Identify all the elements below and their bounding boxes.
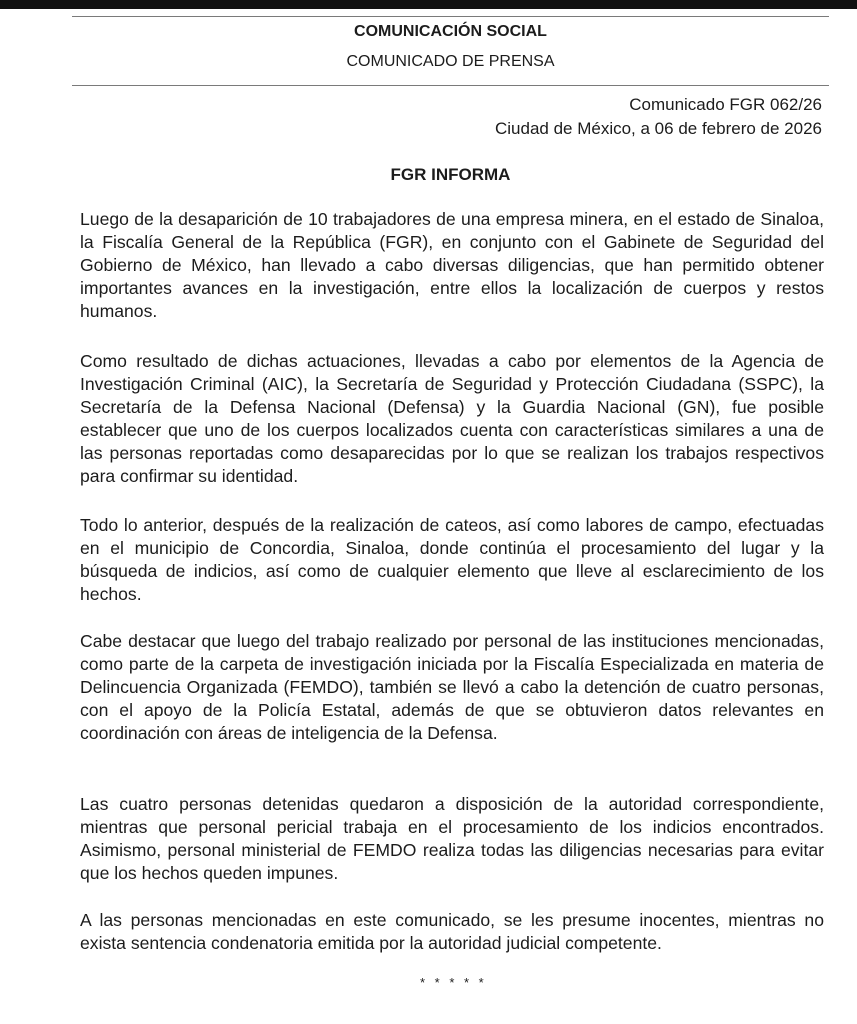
header-top-rule [72, 16, 829, 17]
document-type-heading: COMUNICADO DE PRENSA [346, 53, 555, 70]
body-paragraph-4: Cabe destacar que luego del trabajo realizado por personal de las instituciones mencionadas, como parte de la carpeta de investigación iniciada por la Fiscalía Especializada en materia de Delincuencia Organizada (FEMDO), también se llevó a cabo la detención de cuatro personas, con el apoyo de la Policía Estatal, además de que se obtuvieron datos relevantes en coordinación con áreas de inteligencia de la Defensa. [80, 631, 824, 743]
header-bottom-rule [72, 85, 829, 86]
release-number: Comunicado FGR 062/26 [629, 95, 822, 114]
body-paragraph-2: Como resultado de dichas actuaciones, llevadas a cabo por elementos de la Agencia de Investigación Criminal (AIC), la Secretaría de Seguridad y Protección Ciudadana (SSPC), la Secretaría de la Defensa Nacional (Defensa) y la Guardia Nacional (GN), fue posible establecer que uno de los cuerpos localizados cuenta con características similares a una de las personas reportadas como desaparecidas por lo que se realizan los trabajos respectivos para confirmar su identidad. [80, 351, 824, 486]
release-place-date: Ciudad de México, a 06 de febrero de 2026 [494, 119, 822, 138]
body-paragraph-5: Las cuatro personas detenidas quedaron a disposición de la autoridad correspondiente, mientras que personal pericial trabaja en el procesamiento de los indicios encontrados. Asimismo, personal ministerial de FEMDO realiza todas las diligencias necesarias para evitar que los hechos queden impunes. [80, 794, 824, 883]
department-heading: COMUNICACIÓN SOCIAL [354, 23, 547, 40]
release-title: FGR INFORMA [390, 165, 511, 184]
body-paragraph-3: Todo lo anterior, después de la realización de cateos, así como labores de campo, efectuadas en el municipio de Concordia, Sinaloa, donde continúa el procesamiento del lugar y la búsqueda de indicios, así como de cualquier elemento que lleve al esclarecimiento de los hechos. [80, 515, 824, 604]
end-of-release-mark: * * * * * [420, 975, 487, 990]
body-paragraph-6: A las personas mencionadas en este comunicado, se les presume inocentes, mientras no exista sentencia condenatoria emitida por la autoridad judicial competente. [80, 910, 824, 953]
top-edge-bar [0, 0, 857, 9]
body-paragraph-1: Luego de la desaparición de 10 trabajadores de una empresa minera, en el estado de Sinaloa, la Fiscalía General de la República (FGR), en conjunto con el Gabinete de Seguridad del Gobierno de México, han llevado a cabo diversas diligencias, que han permitido obtener importantes avances en la investigación, entre ellos la localización de cuerpos y restos humanos. [80, 209, 824, 321]
